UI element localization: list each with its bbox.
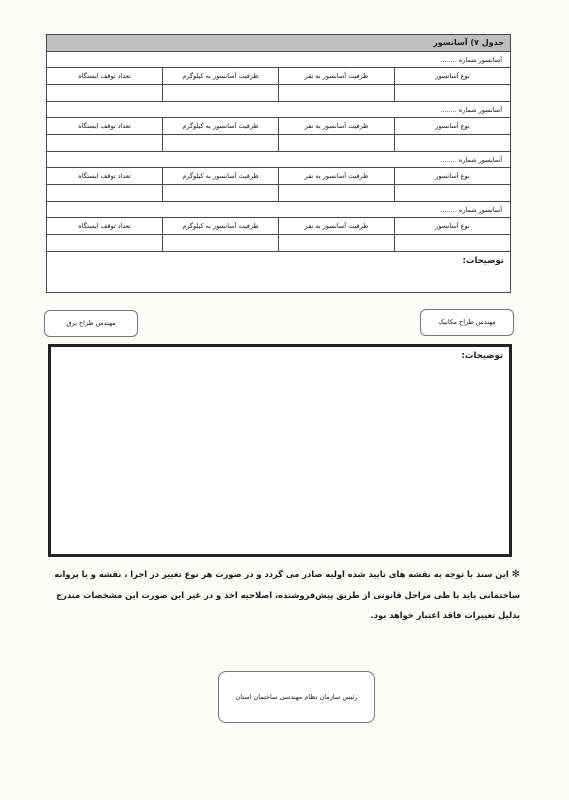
column-header-row [47,167,510,184]
capacity-persons-field[interactable] [278,185,394,201]
col-capacity-persons: ظرفیت آسانسور به نفر [278,118,394,134]
stops-field[interactable] [47,85,162,101]
asterisk-icon: ✻ [511,569,520,580]
electrical-engineer-label: مهندس طراح برق [66,319,116,327]
input-row [47,84,510,101]
capacity-kg-field[interactable] [162,135,278,151]
col-type: نوع آسانسور [394,68,510,84]
capacity-kg-field[interactable] [162,185,278,201]
stops-field[interactable] [47,185,162,201]
col-type: نوع آسانسور [394,218,510,234]
input-row [47,134,510,151]
capacity-kg-field[interactable] [162,235,278,251]
column-header-row [47,67,510,84]
capacity-persons-field[interactable] [278,135,394,151]
col-capacity-kg: ظرفیت آسانسور به کیلوگرم [162,168,278,184]
col-stops: تعداد توقف ایستگاه [78,122,131,130]
col-capacity-kg: ظرفیت آسانسور به کیلوگرم [162,218,278,234]
stops-field[interactable] [47,235,162,251]
column-header-row [47,117,510,134]
president-signature-box[interactable] [218,671,375,723]
col-type: نوع آسانسور [394,168,510,184]
table-notes-field[interactable] [47,252,510,292]
footnote [40,564,520,625]
elevator-block [47,102,510,152]
mechanical-engineer-signature[interactable] [420,309,514,336]
input-row [47,234,510,251]
elevator-number-label: آسانسور شماره ........ [440,56,502,64]
type-field[interactable] [394,235,510,251]
notes-box[interactable] [48,344,512,557]
col-stops: تعداد توقف ایستگاه [78,72,131,80]
type-field[interactable] [394,135,510,151]
type-field[interactable] [394,85,510,101]
col-stops: تعداد توقف ایستگاه [78,222,131,230]
col-stops: تعداد توقف ایستگاه [78,172,131,180]
col-capacity-kg: ظرفیت آسانسور به کیلوگرم [162,118,278,134]
elevator-block [47,152,510,202]
column-header-row [47,217,510,234]
capacity-persons-field[interactable] [278,85,394,101]
president-label: رئیس سازمان نظام مهندسی ساختمان استان [235,693,358,701]
col-capacity-kg: ظرفیت آسانسور به کیلوگرم [162,68,278,84]
elevator-number-label: آسانسور شماره ........ [440,156,502,164]
electrical-engineer-signature[interactable] [44,310,138,337]
stops-field[interactable] [47,135,162,151]
col-capacity-persons: ظرفیت آسانسور به نفر [278,68,394,84]
col-capacity-persons: ظرفیت آسانسور به نفر [278,168,394,184]
elevator-block [47,52,510,102]
notes-box-label: توضیحات: [461,351,503,361]
col-capacity-persons: ظرفیت آسانسور به نفر [278,218,394,234]
input-row [47,184,510,201]
table-notes-label: توضیحات: [462,256,504,266]
elevator-table [46,34,511,293]
elevator-number-label: آسانسور شماره ........ [440,206,502,214]
capacity-kg-field[interactable] [162,85,278,101]
elevator-block [47,202,510,252]
footnote-text: این سند با توجه به نقشه های تایید شده اولیه صادر می گردد و در صورت هر نوع تغییر در اجرا ، نقشه و یا پروانه ساختمانی باید با طی مراحل قانونی از طریق پیش‌فروشنده، اصلاحیه اخذ و در غیر این صورت این مشخصات مندرج بدلیل تغییرات فاقد اعتبار خواهد بود. [54,569,520,620]
elevator-number-label: آسانسور شماره ........ [440,106,502,114]
table-title: جدول ۷) آسانسور [47,35,510,52]
col-type: نوع آسانسور [394,118,510,134]
capacity-persons-field[interactable] [278,235,394,251]
mechanical-engineer-label: مهندس طراح مکانیک [438,318,496,326]
type-field[interactable] [394,185,510,201]
